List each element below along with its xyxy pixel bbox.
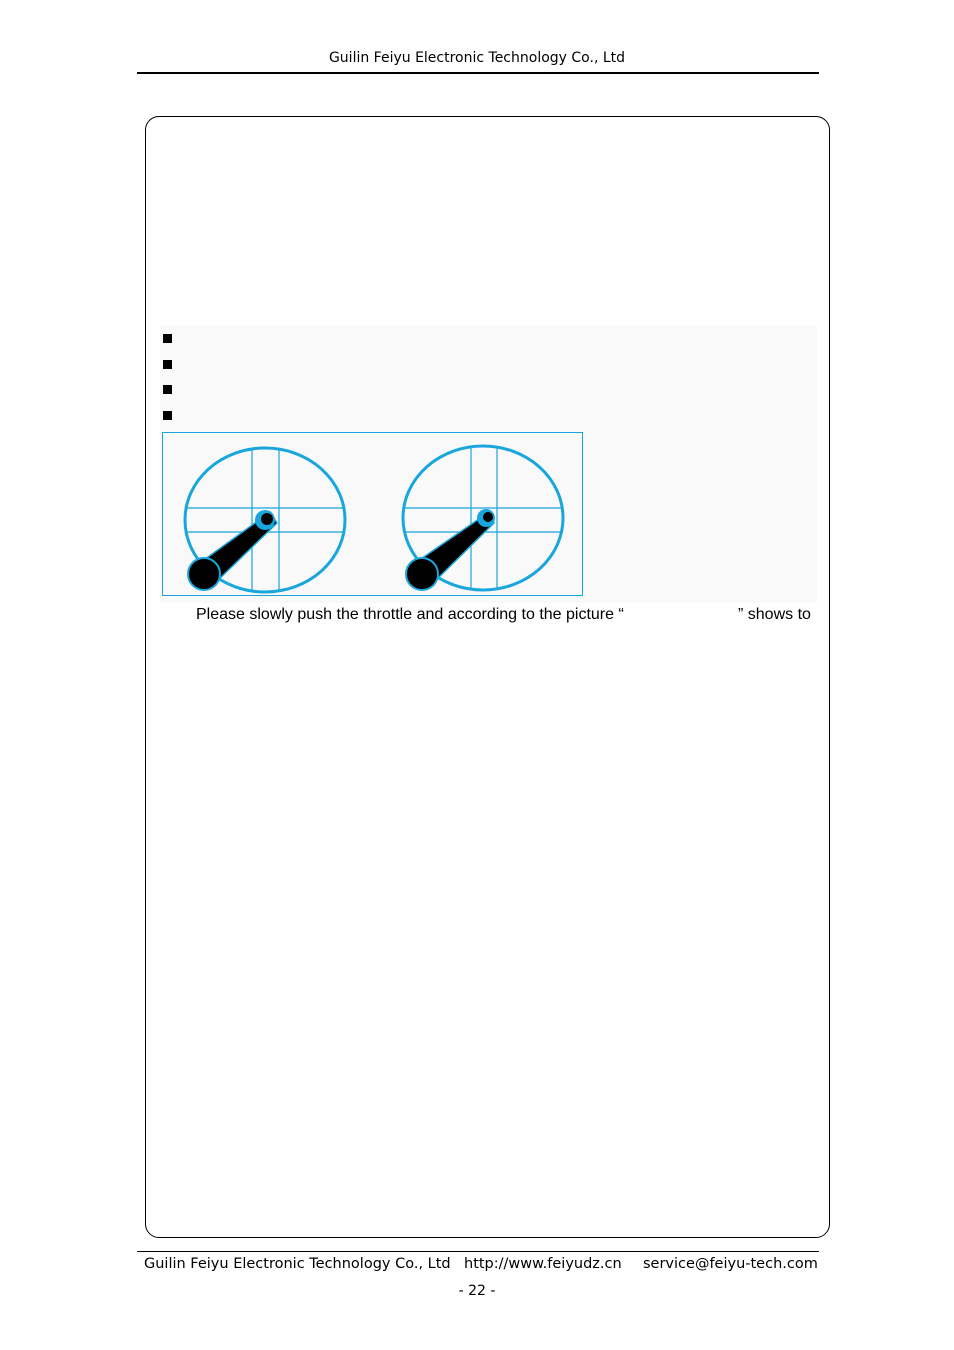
stick-diagram-svg [163,433,584,597]
page-header-company: Guilin Feiyu Electronic Technology Co., Ltd [328,50,626,66]
right-stick-diagram [403,446,563,590]
instruction-paragraph-start: Please slowly push the throttle and according to the picture “ [196,606,624,623]
instruction-paragraph-end: ” shows to [738,606,811,623]
left-stick-diagram [185,448,345,592]
left-stick-knob [188,558,220,590]
right-stick-knob [406,558,438,590]
bullet-marker-4 [163,411,172,420]
footer-website-link[interactable]: http://www.feiyudz.cn [464,1256,622,1272]
content-frame [145,116,830,1238]
footer-company: Guilin Feiyu Electronic Technology Co., Ltd [144,1256,451,1272]
page-number: - 22 - [458,1283,496,1299]
footer-divider [137,1251,819,1252]
bullet-marker-2 [163,360,172,369]
stick-position-figure [162,432,583,596]
bullet-marker-3 [163,385,172,394]
left-stick-pivot [261,513,273,525]
right-stick-pivot [483,512,493,522]
footer-email-link[interactable]: service@feiyu-tech.com [643,1256,818,1272]
header-divider [137,72,819,74]
bullet-marker-1 [163,334,172,343]
